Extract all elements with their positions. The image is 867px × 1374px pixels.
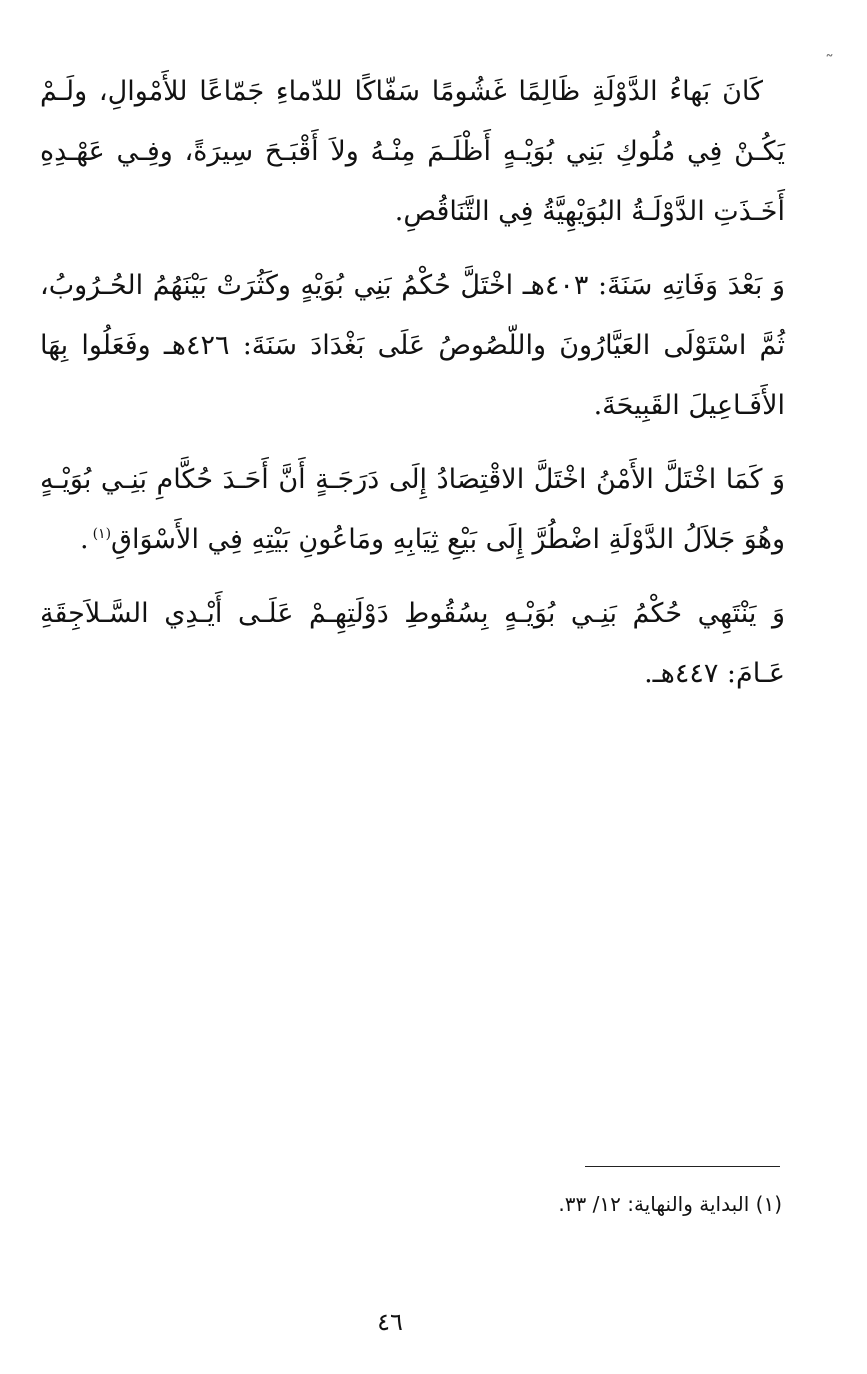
paragraph-3-end: . [79, 524, 89, 555]
footnote-separator [585, 1166, 780, 1167]
footnote-text: (١) البداية والنهاية: ١٢/ ٣٣. [558, 1192, 782, 1216]
paragraph-4: وَ يَنْتَهِي حُكْمُ بَنِـي بُوَيْـهٍ بِسُقُوطِ دَوْلَتِهِـمْ عَلَـى أَيْـدِي السَّـلاَجِقَةِ عَـامَ: ٤٤٧هـ. [40, 598, 785, 689]
paragraph-1: كَانَ بَهاءُ الدَّوْلَةِ ظَالِمًا غَشُومًا سَفّاكًا للدّماءِ جَمّاعًا للأَمْوالِ، ولَـمْ يَكُـنْ فِي مُلُوكِ بَنِي بُوَيْـهٍ أَظْلَـمَ مِنْـهُ ولاَ أَقْبَـحَ سِيرَةً، وفِـي عَهْـدِهِ أَخَـذَتِ الدَّوْلَـةُ البُوَيْهِيَّةُ فِي التَّنَاقُصِ. [40, 76, 785, 227]
paragraph-2: وَ بَعْدَ وَفَاتِهِ سَنَةَ: ٤٠٣هـ اخْتَلَّ حُكْمُ بَنِي بُوَيْهٍ وكَثُرَتْ بَيْنَهُمُ الحُـرُوبُ، ثُمَّ اسْتَوْلَى العَيَّارُونَ واللّصُوصُ عَلَى بَغْدَادَ سَنَةَ: ٤٢٦هـ وفَعَلُوا بِهَا الأَفَـاعِيلَ القَبِيحَةَ. [40, 270, 786, 421]
footnote-reference-marker: (١) [92, 526, 112, 542]
paragraph-3 [40, 450, 785, 570]
body-text [40, 62, 785, 718]
page-number: ٤٦ [377, 1308, 403, 1336]
paragraph-3-text: وَ كَمَا اخْتَلَّ الأَمْنُ اخْتَلَّ الاقْتِصَادُ إِلَى دَرَجَـةٍ أَنَّ أَحَـدَ حُكَّامِ بَنِـي بُوَيْـهٍ وهُوَ جَلاَلُ الدَّوْلَةِ اضْطُرَّ إِلَى بَيْعِ ثِيَابِهِ ومَاعُونِ بَيْتِهِ فِي الأَسْوَاقِ [40, 464, 785, 555]
corner-mark: ˜ [825, 52, 834, 73]
